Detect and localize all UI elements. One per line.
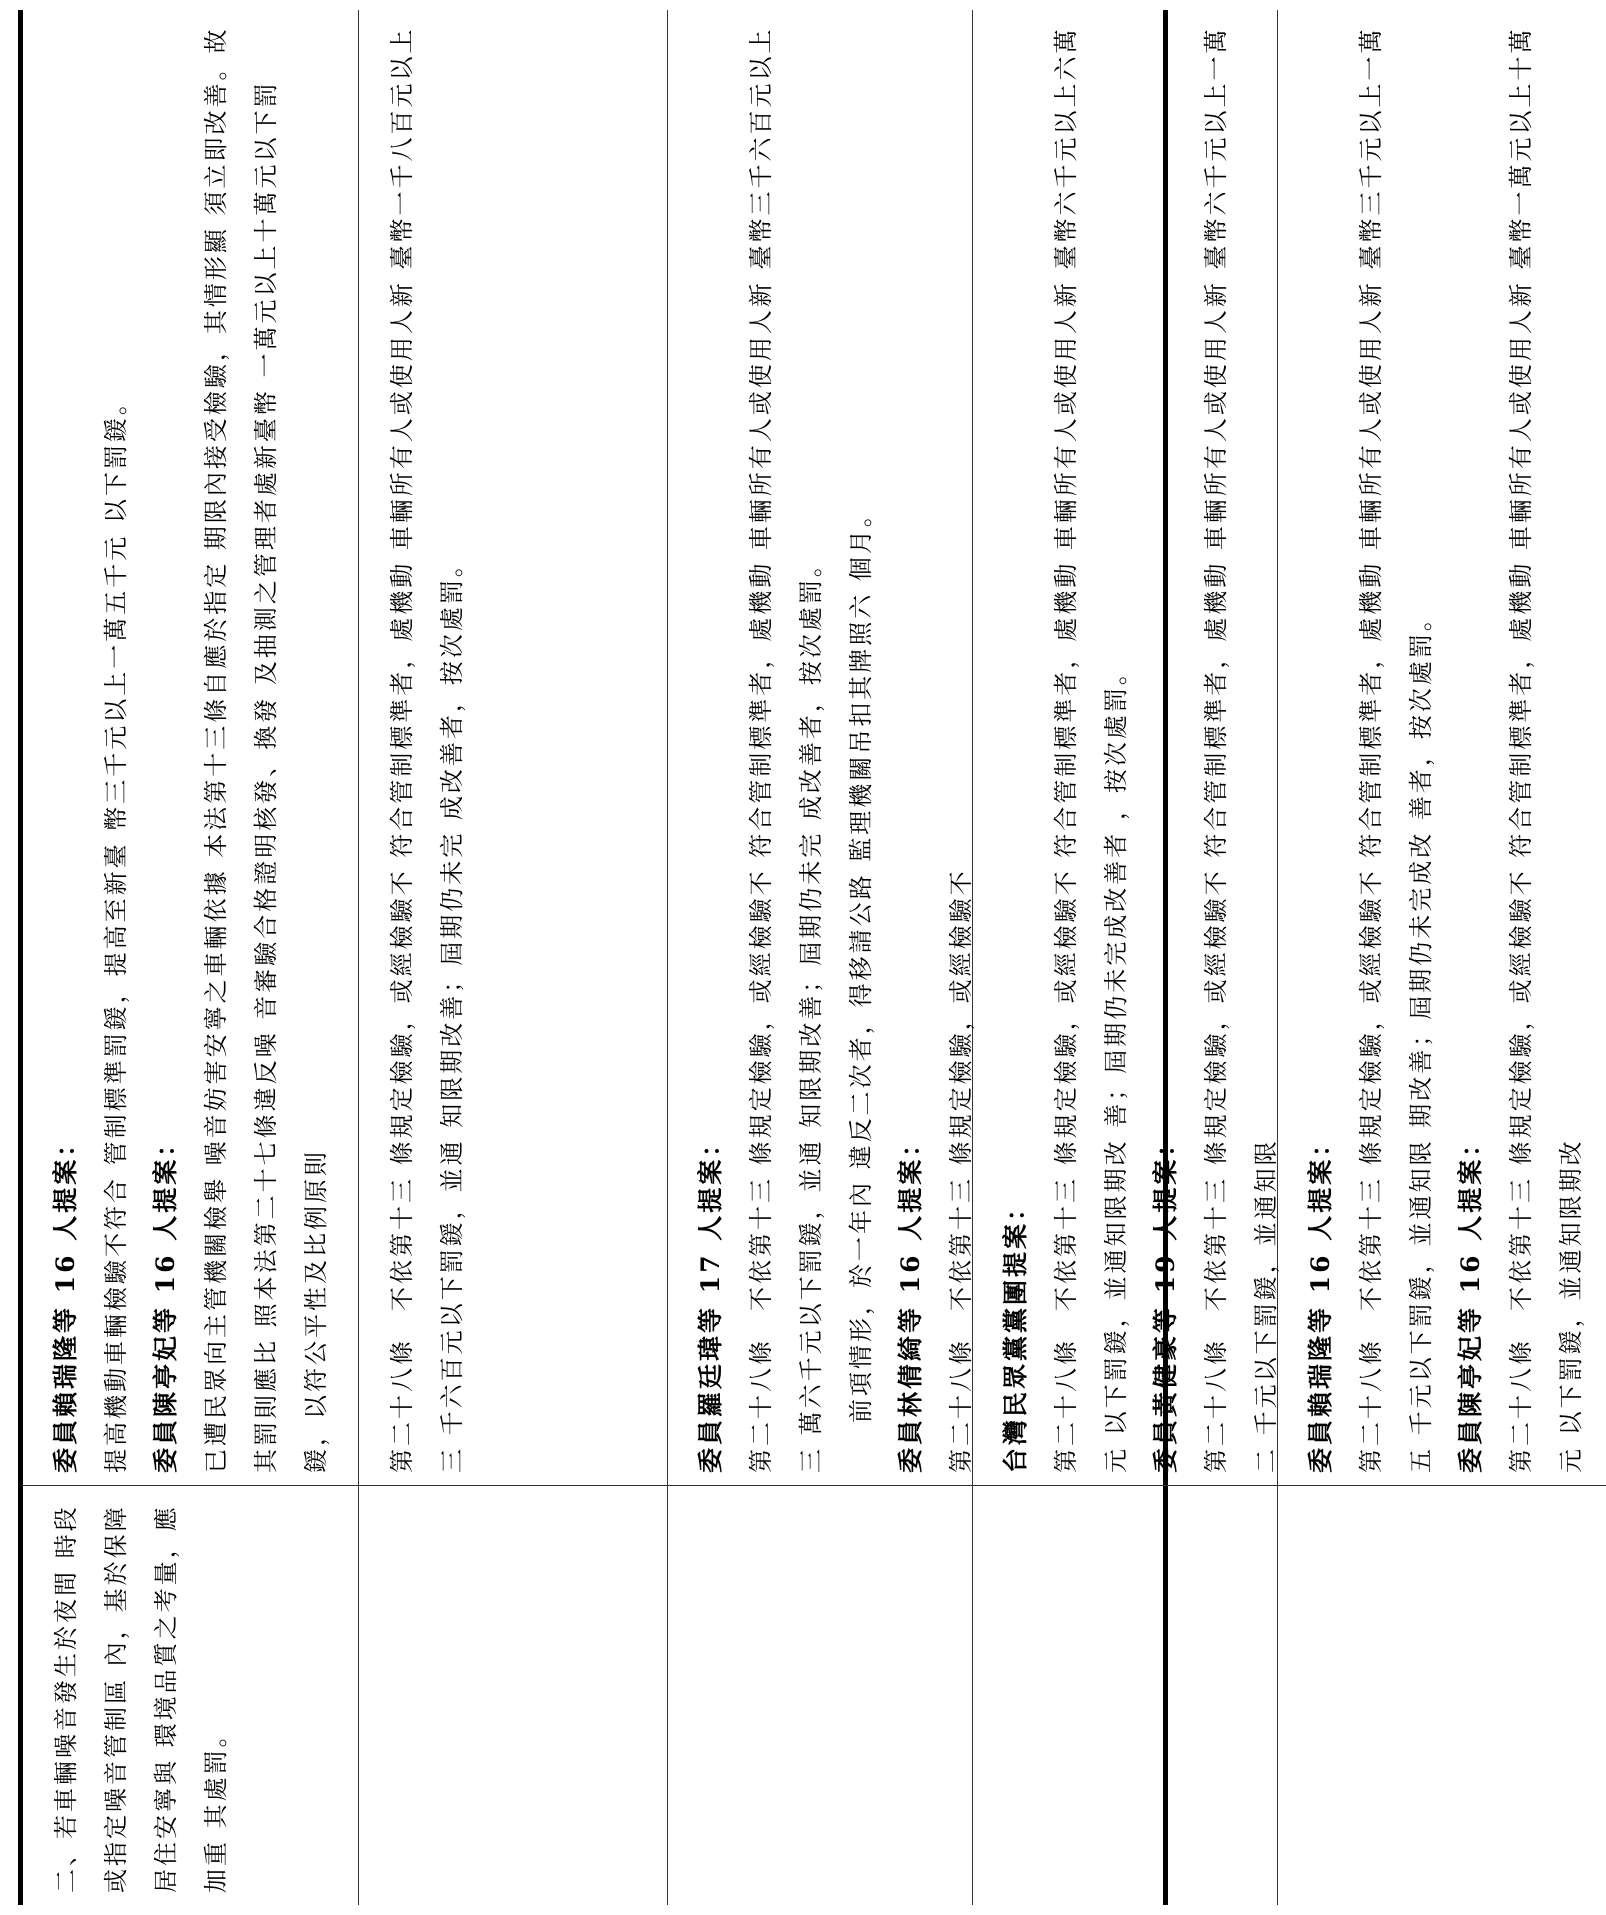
text-line: 善者，按次處罰。 [1407, 604, 1435, 821]
clause-text [1041, 24, 1141, 1473]
text-line: 條規定檢驗，或經檢驗不 [947, 868, 975, 1166]
text-line: 車輛所有人或使用人新 [388, 280, 416, 551]
text-line: 一萬元以上十萬元以下罰 [252, 80, 280, 378]
proposal-heading: 台灣民眾黨黨團提案： [1001, 1192, 1030, 1473]
table-cell-current-law [973, 1485, 1277, 1905]
text-line: 鍰，以符公平性及比例原則 [302, 1149, 330, 1473]
text-line: 其處罰。 [202, 1720, 230, 1829]
text-line: 個月。 [847, 500, 875, 582]
text-line: 須立即改善。故其罰則應比 [202, 26, 280, 1473]
text-line: ，按次處罰。 [1102, 658, 1130, 821]
clause-text [1496, 24, 1596, 1473]
table-row [23, 10, 359, 1905]
text-line: 千六百元以下罰鍰，並通 [438, 1138, 466, 1436]
text-line: 音審驗合格證明核發、換發 [252, 695, 280, 1020]
text-line: 符合管制標準者，處機動 [1052, 560, 1080, 858]
table-cell-proposal [359, 10, 667, 1485]
text-line: 車輛所有人或使用人新 [1357, 280, 1385, 551]
text-line: 臺幣六千元以上一萬二 [1202, 26, 1280, 1473]
table-cell-current-law [1278, 1485, 1606, 1905]
clause-text [41, 1500, 241, 1893]
table-row [359, 10, 668, 1905]
text-line: 已遭民眾向主管機關檢舉 [202, 1176, 230, 1473]
text-line: 及抽測之管理者處新臺幣 [252, 388, 280, 686]
table-row [668, 10, 973, 1905]
proposal-heading: 委員陳亭妃等 16 人提案： [1456, 1128, 1485, 1473]
text-line: 時段或指定噪音管制區 [52, 1504, 130, 1893]
proposal-heading: 委員黃健豪等 19 人提案： [1151, 1128, 1180, 1473]
table-cell-proposal [973, 10, 1280, 1485]
text-line: 成改善者，按次處罰。 [438, 550, 466, 821]
text-line: 條規定檢驗，或經檢驗不 [747, 868, 775, 1166]
table-cell-current-law [668, 1485, 972, 1905]
text-line: 以下罰鍰，並通知限期改 [1557, 1138, 1585, 1436]
text-line: 成改善者，按次處罰。 [797, 550, 825, 821]
text-line: 萬六千元以下罰鍰，並通 [797, 1138, 825, 1436]
text-line: 環境品質之考量，應加重 [152, 1504, 230, 1893]
text-line: 車輛所有人或使用人新 [747, 280, 775, 551]
text-line: 第二十八條 不依第十三 [1357, 1176, 1385, 1473]
text-line: 條規定檢驗，或經檢驗不 [1052, 868, 1080, 1166]
proposal-heading: 委員賴瑞隆等 16 人提案： [1306, 1128, 1335, 1473]
text-line: 知限期改善；屆期仍未完 [438, 830, 466, 1128]
table-cell-proposal [23, 10, 358, 1485]
text-line: 第二十八條 不依第十三 [1507, 1176, 1535, 1473]
clause-text [91, 24, 141, 1473]
proposal-heading: 委員賴瑞隆等 16 人提案： [51, 1128, 80, 1473]
text-line: 車輛所有人或使用人新 [1507, 280, 1535, 551]
text-line: 期改善；屆期仍未完成改 [1407, 830, 1435, 1128]
table-cell-current-law [23, 1485, 358, 1905]
clause-text [377, 24, 477, 1473]
text-line: 符合管制標準者，處機動 [1357, 560, 1385, 858]
text-line: 臺幣六千元以上六萬元 [1052, 26, 1130, 1473]
text-line: 第二十八條 不依第十三 [388, 1176, 416, 1473]
text-line: 第二十八條 不依第十三 [947, 1176, 975, 1473]
text-line: 條規定檢驗，或經檢驗不 [1357, 868, 1385, 1166]
text-line: 臺幣一萬元以上十萬元 [1507, 26, 1585, 1473]
text-line: 符合管制標準者，處機動 [747, 560, 775, 858]
text-line: 符合管制標準者，處機動 [1507, 560, 1535, 858]
text-line: 條規定檢驗，或經檢驗不 [388, 868, 416, 1166]
text-line: 照本法第二十七條違反噪 [252, 1030, 280, 1328]
text-line: 條規定檢驗，或經檢驗不 [1507, 868, 1535, 1166]
clause-text [191, 24, 341, 1473]
text-line: 符合管制標準者，處機動 [1202, 560, 1230, 858]
comparison-table [18, 10, 1585, 1905]
text-line: 臺幣一千八百元以上三 [388, 26, 466, 1473]
text-line: 監理機關吊扣其牌照六 [847, 591, 875, 862]
text-line: 第二十八條 不依第十三 [747, 1176, 775, 1473]
table-cell-proposal [1278, 10, 1606, 1485]
proposal-heading: 委員陳亭妃等 16 人提案： [151, 1128, 180, 1473]
text-line: 噪音妨害安寧之車輛依據 [202, 868, 230, 1166]
proposal-heading: 委員林倩綺等 16 人提案： [896, 1128, 925, 1473]
text-line: 管制標準罰鍰，提高至新臺 [102, 841, 130, 1166]
text-line: 臺幣三千元以上一萬五 [1357, 26, 1435, 1473]
text-line: 內，基於保障居住安寧與 [102, 1504, 180, 1893]
text-line: 本法第十三條自應於指定 [202, 560, 230, 858]
text-line: 幣三千元以上一萬五千元 [102, 533, 130, 831]
clause-text [1346, 24, 1446, 1473]
clause-text [1191, 24, 1291, 1473]
text-line: 善；屆期仍未完成改善者 [1102, 830, 1130, 1128]
clause-text [736, 24, 836, 1473]
text-line: 二、若車輛噪音發生於夜間 [52, 1569, 80, 1893]
text-line: 臺幣三千六百元以上三 [747, 26, 825, 1473]
text-line: 符合管制標準者，處機動 [388, 560, 416, 858]
text-line: 車輛所有人或使用人新 [1052, 280, 1080, 551]
text-line: 期限內接受檢驗，其情形顯 [202, 226, 230, 551]
text-line: 條規定檢驗，或經檢驗不 [1202, 868, 1230, 1166]
proposal-heading: 委員羅廷瑋等 17 人提案： [696, 1128, 725, 1473]
text-line: 違反二次者，得移請公路 [847, 872, 875, 1170]
text-line: 第二十八條 不依第十三 [1052, 1176, 1080, 1473]
text-line: 千元以下罰鍰，並通知限 [1407, 1138, 1435, 1436]
table-cell-current-law [359, 1485, 667, 1905]
table-row [1278, 10, 1606, 1905]
text-line: 以下罰鍰，並通知限期改 [1102, 1138, 1130, 1436]
table-cell-proposal [668, 10, 975, 1485]
text-line: 以下罰鍰。 [102, 388, 130, 524]
text-line: 提高機動車輛檢驗不符合 [102, 1176, 130, 1473]
table-row [973, 10, 1278, 1905]
text-line: 千元以下罰鍰，並通知限 [1252, 1138, 1280, 1436]
text-line: 前項情形，於一年內 [847, 1180, 875, 1423]
clause-text [836, 24, 886, 1473]
text-line: 知限期改善；屆期仍未完 [797, 830, 825, 1128]
text-line: 第二十八條 不依第十三 [1202, 1176, 1230, 1473]
text-line: 車輛所有人或使用人新 [1202, 280, 1230, 551]
